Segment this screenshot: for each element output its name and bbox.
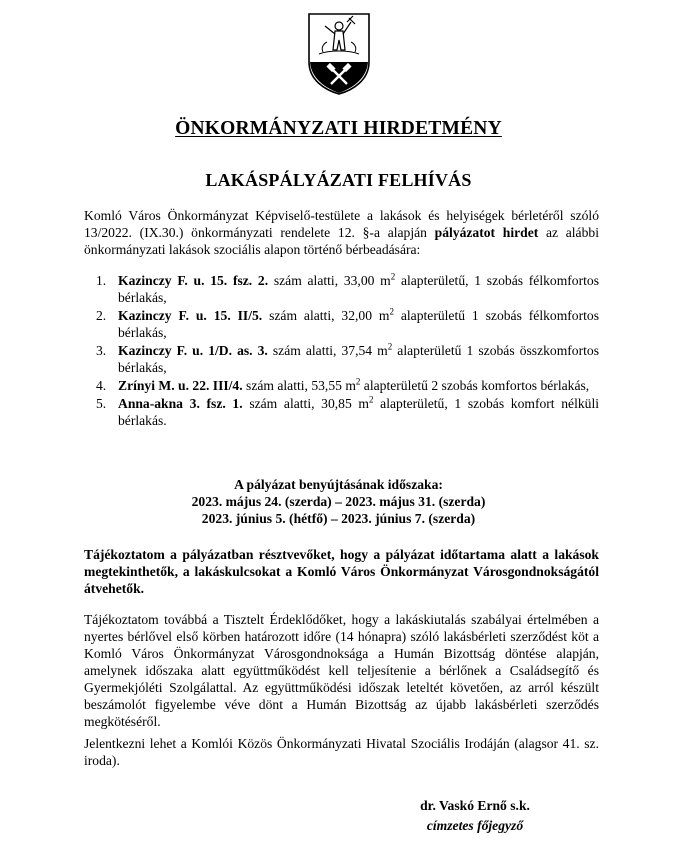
info-paragraph-2: Tájékoztatom továbbá a Tisztelt Érdeklődőket, hogy a lakáskiutalás szabályai értelmében a nyertes bérlővel első körben határozott időre (14 hónapra) szóló lakásbérleti szerződést köt a Komló Város Önkormányzat Városgondnoksága a Humán Bizottság döntése alapján, amelynek időszaka alatt együttműködést kell teljesítenie a bérlőnek a Családsegítő és Gyermekjóléti Szolgálattal. Az együttműködési időszak leteltét követően, az arról készült beszámolót figyelembe véve dönt a Humán Bizottság az újabb lakásbérleti szerződés megkötéséről. (84, 612, 599, 729)
list-item (96, 377, 599, 394)
page-title: ÖNKORMÁNYZATI HIRDETMÉNY (175, 118, 502, 139)
signature-name: dr. Vaskó Ernő s.k. (420, 798, 530, 813)
apartment-text: szám alatti, 30,85 m (242, 396, 369, 411)
superscript: 2 (369, 394, 374, 405)
apartment-text: alapterületű, 1 szobás komfort nélküli bérlakás. (118, 396, 600, 428)
list-number: 1. (96, 273, 107, 288)
superscript: 2 (355, 376, 361, 387)
apartment-text: alapterületű, 1 szobás félkomfortos bérlakás, (118, 273, 599, 305)
apartment-address: Kazinczy F. u. 15. II/5. (118, 308, 263, 323)
info-paragraph-1: Tájékoztatom a pályázatban résztvevőket, hogy a pályázat időtartama alatt a lakások megtekinthetők, a lakáskulcsokat a Komló Város Önkormányzat Városgondnokságától átvehetők. (84, 547, 599, 596)
list-item (96, 342, 599, 376)
apartment-text: szám alatti, 33,00 m (268, 273, 391, 288)
signature-role: címzetes főjegyző (426, 818, 524, 833)
page-subtitle: LAKÁSPÁLYÁZATI FELHÍVÁS (205, 170, 472, 190)
apartment-text: szám alatti, 37,54 m (267, 343, 388, 358)
intro-bold-text: pályázatot hirdet (434, 225, 539, 240)
intro-text-1: Komló Város Önkormányzat Képviselő-testülete a lakások és helyiségek bérletéről szóló 13/2022. (IX.30.) önkormányzati rendelete 12. §-a alapján (84, 208, 599, 240)
info-paragraph-3: Jelentkezni lehet a Komlói Közös Önkormányzati Hivatal Szociális Irodáján (alagsor 41. sz. iroda). (84, 736, 599, 768)
list-item (96, 272, 599, 306)
apartment-text: szám alatti, 53,55 m (242, 378, 356, 393)
period-heading: A pályázat benyújtásának időszaka: (234, 477, 443, 492)
apartment-text: alapterületű 1 szobás összkomfortos bérlakás, (118, 343, 599, 375)
superscript: 2 (389, 306, 394, 317)
apartment-address: Kazinczy F. u. 1/D. as. 3. (118, 343, 268, 358)
intro-text-2: az alábbi önkormányzati lakások szociális alapon történő bérbeadására: (84, 225, 599, 257)
apartment-text: alapterületű 1 szobás félkomfortos bérlakás, (118, 308, 599, 340)
list-item (96, 307, 599, 341)
superscript: 2 (387, 341, 393, 352)
list-number: 5. (96, 396, 107, 411)
list-number: 2. (96, 308, 107, 323)
apartment-address: Zrínyi M. u. 22. III/4. (118, 378, 243, 393)
list-item (96, 395, 599, 429)
intro-paragraph (84, 207, 599, 258)
list-number: 3. (96, 343, 107, 358)
apartment-list (96, 272, 599, 430)
period-line-1: 2023. május 24. (szerda) – 2023. május 31. (szerda) (191, 494, 486, 509)
coat-of-arms-icon (305, 10, 373, 96)
period-line-2: 2023. június 5. (hétfő) – 2023. június 7. (szerda) (201, 511, 476, 526)
list-number: 4. (96, 378, 107, 393)
apartment-text: szám alatti, 32,00 m (262, 308, 390, 323)
apartment-address: Kazinczy F. u. 15. fsz. 2. (118, 273, 269, 288)
apartment-text: alapterületű 2 szobás komfortos bérlakás, (360, 378, 590, 393)
superscript: 2 (390, 271, 396, 282)
apartment-address: Anna-akna 3. fsz. 1. (118, 396, 243, 411)
